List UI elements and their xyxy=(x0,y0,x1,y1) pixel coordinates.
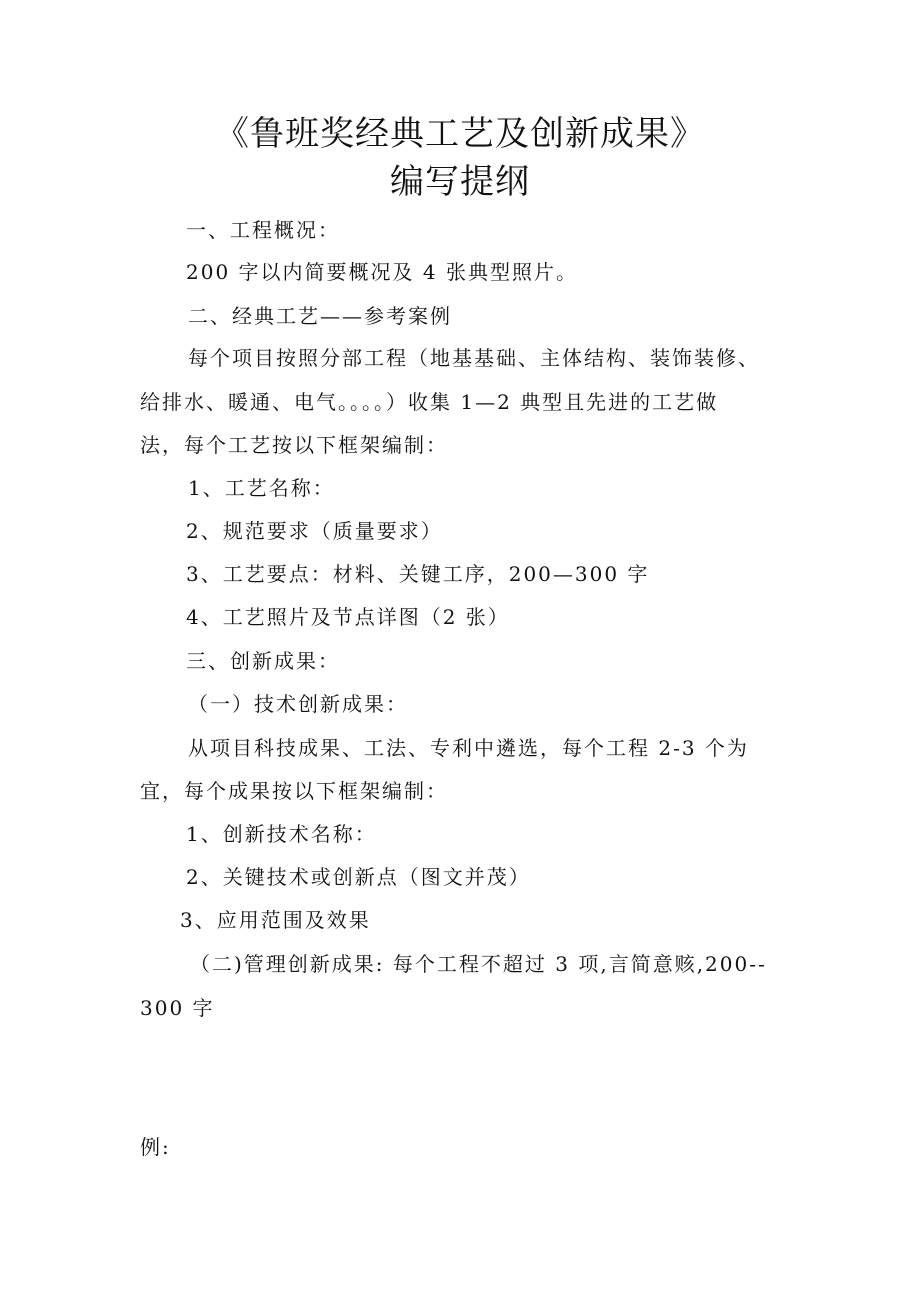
example-label: 例: xyxy=(140,1135,171,1159)
list-item: 3、工艺要点：材料、关键工序，200—300 字 xyxy=(186,562,650,586)
list-item: 3、应用范围及效果 xyxy=(180,908,371,932)
paragraph-line: 法，每个工艺按以下框架编制： xyxy=(140,433,448,457)
list-item: 1、创新技术名称： xyxy=(186,822,377,846)
paragraph-line: 宜，每个成果按以下框架编制： xyxy=(140,779,448,803)
section-heading-classic-craft: 二、经典工艺——参考案例 xyxy=(188,304,452,328)
paragraph-line: 300 字 xyxy=(140,996,215,1020)
paragraph-line: 每个项目按照分部工程（地基基础、主体结构、装饰装修、 xyxy=(188,346,760,370)
document-subtitle: 编写提纲 xyxy=(390,162,530,202)
document-title: 《鲁班奖经典工艺及创新成果》 xyxy=(215,114,705,154)
section-heading-overview: 一、工程概况： xyxy=(186,218,340,242)
list-item: 2、规范要求（质量要求） xyxy=(186,519,443,543)
paragraph-line: 从项目科技成果、工法、专利中遴选，每个工程 2-3 个为 xyxy=(188,736,749,760)
subsection-heading-management: （二)管理创新成果: 每个工程不超过 3 项,言简意赅,200-- xyxy=(190,952,767,976)
paragraph-line: 200 字以内简要概况及 4 张典型照片。 xyxy=(186,260,578,284)
subsection-heading-tech: （一）技术创新成果： xyxy=(188,692,408,716)
section-heading-innovation: 三、创新成果： xyxy=(186,649,340,673)
paragraph-line: 给排水、暖通、电气。。。。）收集 1—2 典型且先进的工艺做 xyxy=(140,390,719,414)
list-item: 2、关键技术或创新点（图文并茂） xyxy=(186,865,531,889)
list-item: 4、工艺照片及节点详图（2 张） xyxy=(186,605,510,629)
list-item: 1、工艺名称： xyxy=(188,476,335,500)
